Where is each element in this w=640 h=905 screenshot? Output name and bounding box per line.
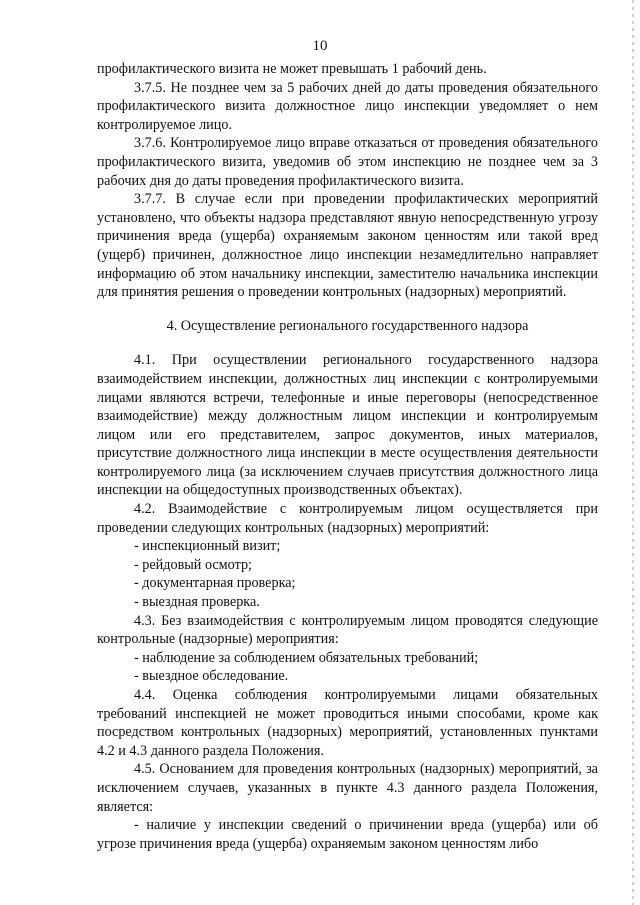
- paragraph-3-7-5: 3.7.5. Не позднее чем за 5 рабочих дней до даты проведения обязательного профилактического визита должностное лицо инспекции уведомляет о нем контролируемое лицо.: [97, 79, 598, 133]
- paragraph-4-5: 4.5. Основанием для проведения контрольных (надзорных) мероприятий, за исключением случаев, указанных в пункте 4.3 данного раздела Положения, является:: [97, 761, 598, 815]
- list-item: - наблюдение за соблюдением обязательных требований;: [134, 649, 479, 666]
- paragraph-4-2: 4.2. Взаимодействие с контролируемым лицом осуществляется при проведении следующих контрольных (надзорных) мероприятий:: [97, 501, 598, 536]
- scan-edge: [632, 0, 634, 905]
- list-item: - инспекционный визит;: [134, 538, 281, 555]
- paragraph-continuation: профилактического визита не может превышать 1 рабочий день.: [97, 61, 487, 77]
- list-item: - рейдовый осмотр;: [134, 556, 252, 573]
- document-body: [97, 60, 598, 853]
- list-item: - выездная проверка.: [134, 594, 260, 611]
- paragraph-3-7-7: 3.7.7. В случае если при проведении профилактических мероприятий установлено, что объекты надзора представляют явную непосредственную угрозу причинения вреда (ущерба) охраняемым законом ценностям или такой вред (ущерб) причинен, должностное лицо инспекции незамедлительно направляет информацию об этом начальнику инспекции, заместителю начальника инспекции для принятия решения о проведении контрольных (надзорных) мероприятий.: [97, 191, 598, 301]
- paragraph-4-1: 4.1. При осуществлении регионального государственного надзора взаимодействием инспекции, должностных лиц инспекции с контролируемыми лицами являются встречи, телефонные и иные переговоры (непосредственное взаимодействие) между должностным лицом инспекции и контролируемым лицом или его представителем, запрос документов, иных материалов, присутствие должностного лица инспекции в месте осуществления деятельности контролируемого лица (за исключением случаев присутствия должностного лица инспекции на общедоступных производственных объектах).: [97, 352, 598, 499]
- list-item: - выездное обследование.: [134, 668, 289, 685]
- list-item: - наличие у инспекции сведений о причинении вреда (ущерба) или об угрозе причинения вреда (ущерба) охраняемым законом ценностям либо: [97, 817, 598, 852]
- paragraph-4-3: 4.3. Без взаимодействия с контролируемым лицом проводятся следующие контрольные (надзорные) мероприятия:: [97, 612, 598, 648]
- paragraph-4-4: 4.4. Оценка соблюдения контролируемыми лицами обязательных требований инспекцией не может проводиться иными способами, кроме как посредством контрольных (надзорных) мероприятий, установленных пунктами 4.2 и 4.3 данного раздела Положения.: [97, 687, 598, 759]
- page-number: 10: [312, 38, 328, 54]
- list-item: - документарная проверка;: [134, 575, 296, 592]
- paragraph-3-7-6: 3.7.6. Контролируемое лицо вправе отказаться от проведения обязательного профилактического визита, уведомив об этом инспекцию не позднее чем за 3 рабочих дня до даты проведения профилактического визита.: [97, 135, 598, 189]
- section-title: 4. Осуществление регионального государственного надзора: [166, 317, 529, 334]
